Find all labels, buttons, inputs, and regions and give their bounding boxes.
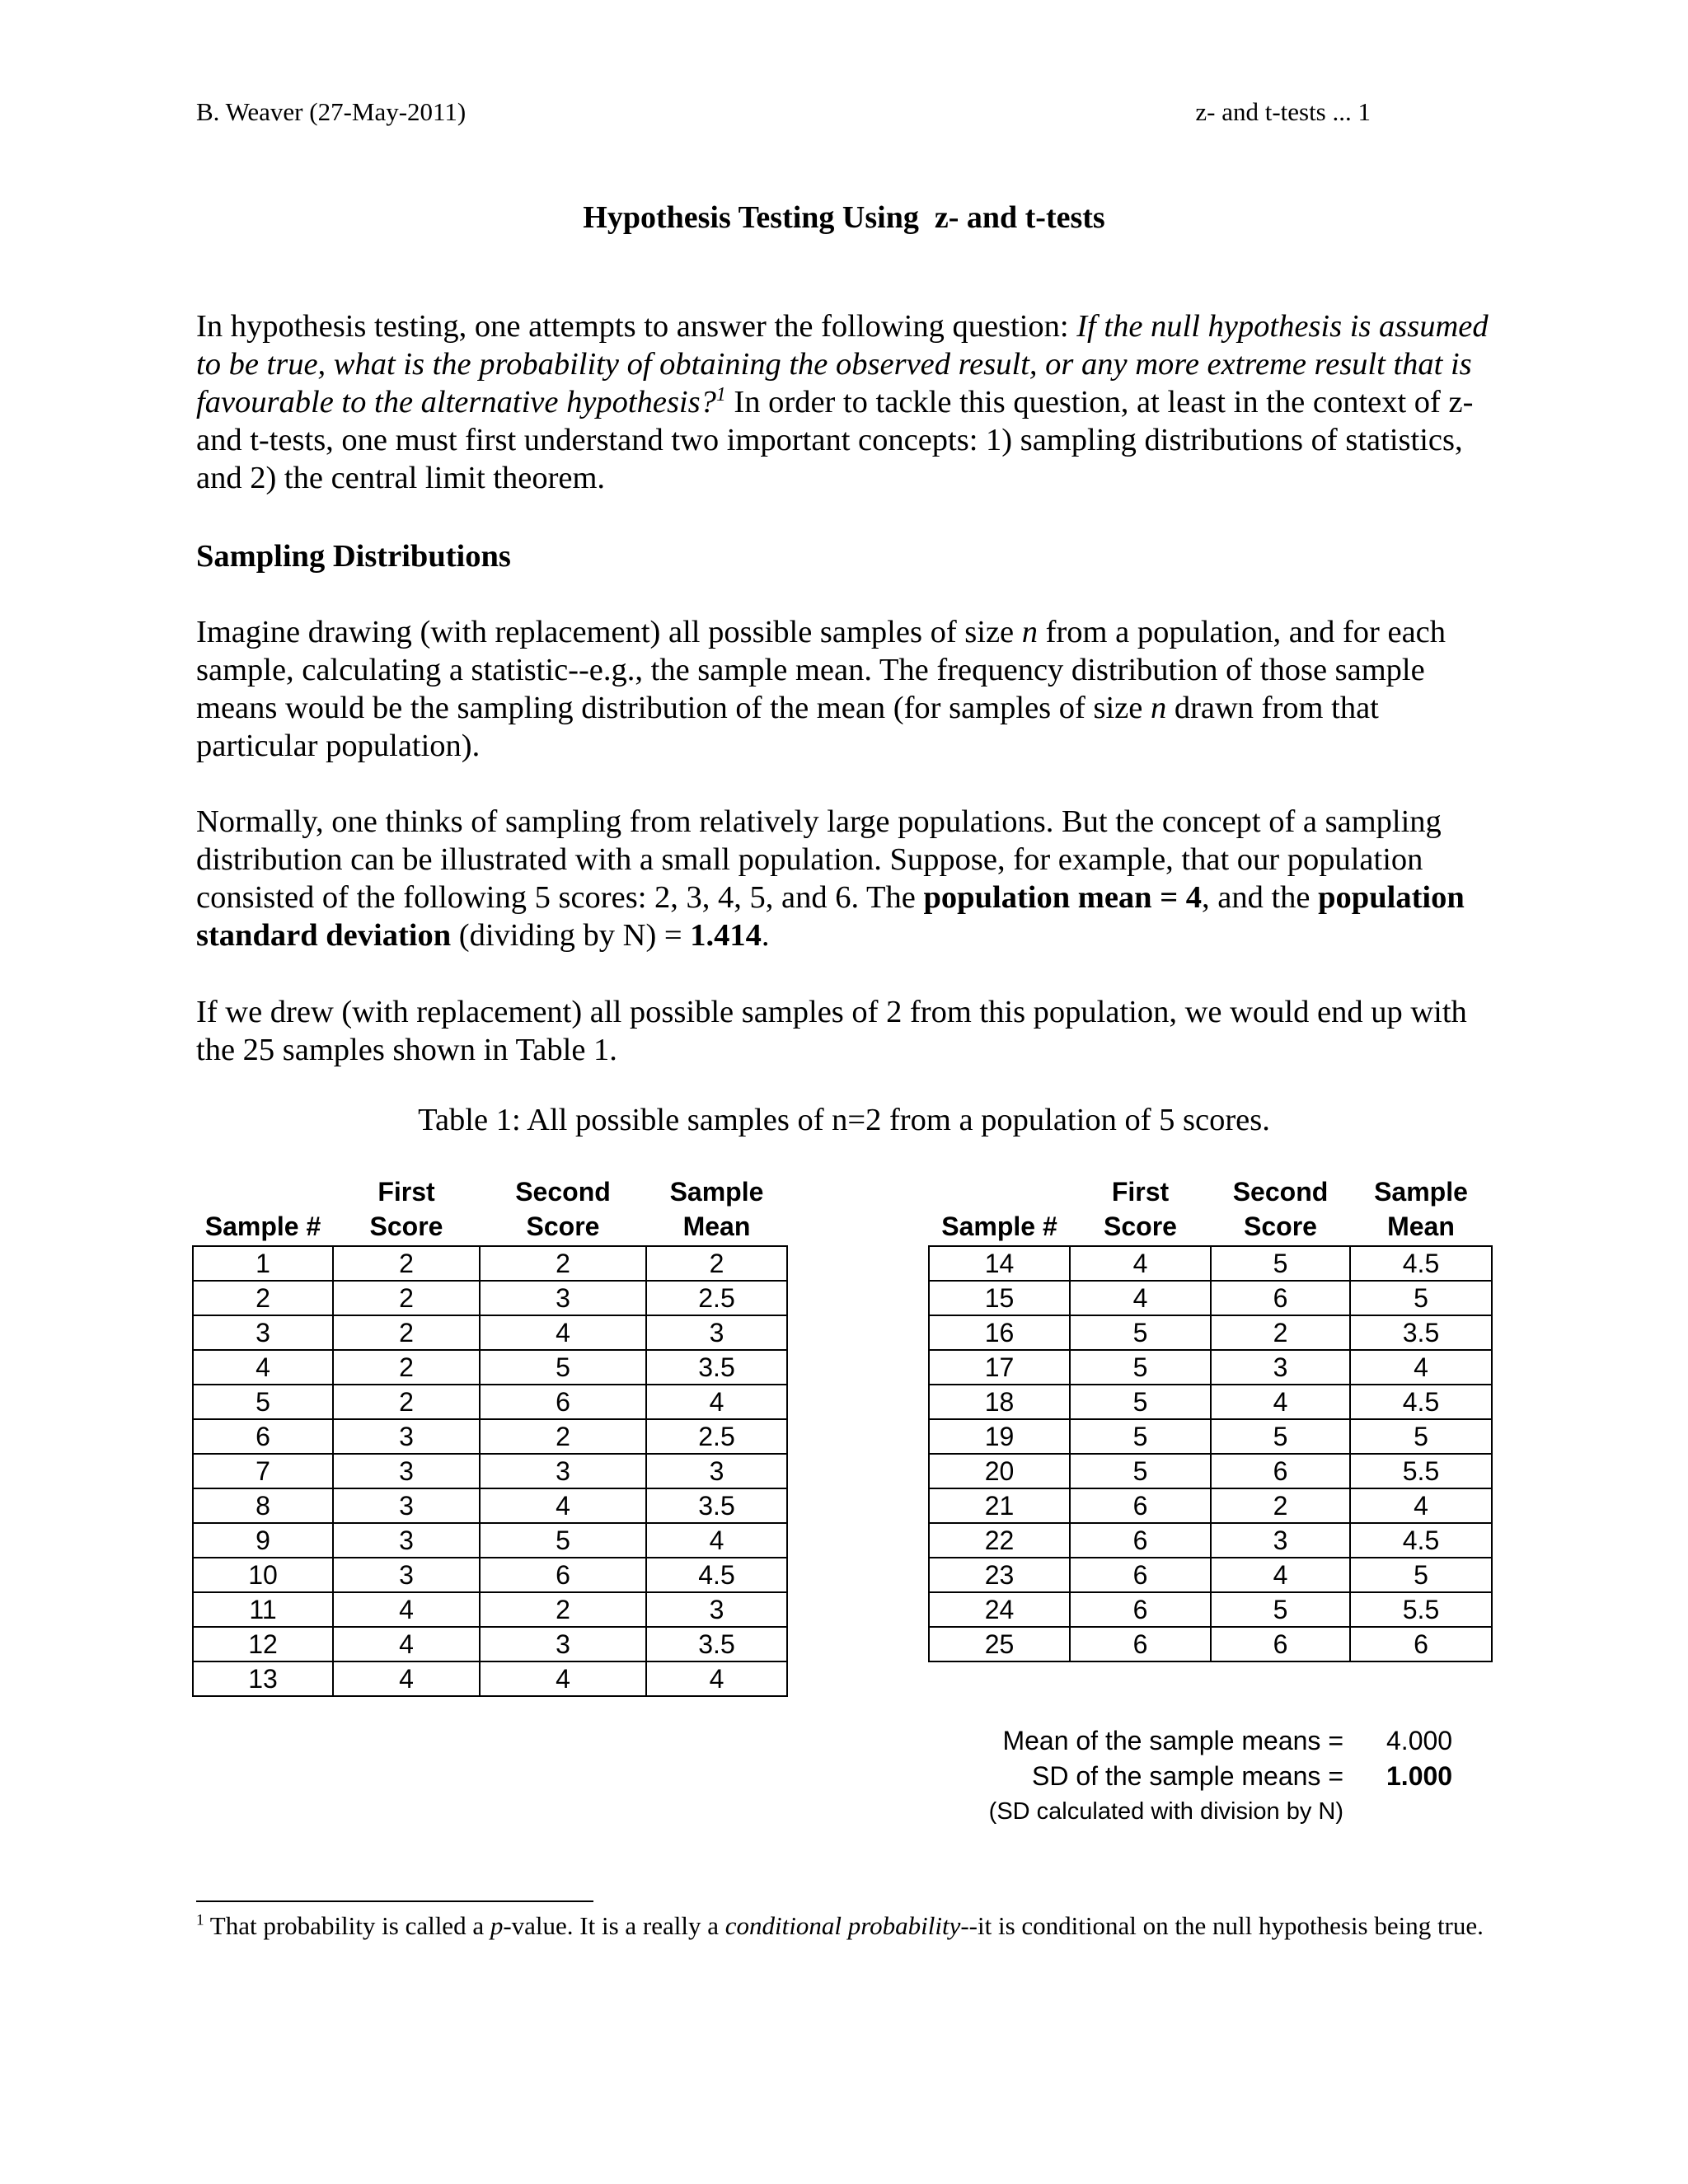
cell-sample-mean: 5 xyxy=(1350,1419,1492,1454)
cell-first-score: 6 xyxy=(1070,1592,1211,1627)
para3-text-3: (dividing by N) = xyxy=(451,918,691,953)
cell-sample-number: 13 xyxy=(193,1661,333,1696)
cell-sample-number: 25 xyxy=(929,1627,1070,1661)
cell-second-score: 6 xyxy=(480,1385,646,1419)
intro-paragraph xyxy=(196,307,1507,497)
table-header-row xyxy=(929,1174,1492,1246)
para3-text-1: Normally, one thinks of sampling from relatively large populations. But the concept of a sampling distribution can be illustrated with a small population. Suppose, for example, that our population consisted of the following 5 scores: 2, 3, 4, 5, and 6. The xyxy=(196,804,1442,915)
cell-first-score: 4 xyxy=(333,1627,480,1661)
table-row xyxy=(193,1488,787,1523)
sd-of-means-value: 1.000 xyxy=(1386,1761,1453,1791)
mean-of-means-value: 4.000 xyxy=(1386,1726,1453,1755)
cell-sample-number: 18 xyxy=(929,1385,1070,1419)
para2-text-3: drawn from that particular population). xyxy=(196,691,1379,763)
para3-text-2: , and the xyxy=(1202,880,1319,915)
intro-text-2: In order to tackle this question, at least in the context of z- and t-tests, one must first understand two important concepts: 1) sampling distributions of statistics, and 2) the central limit theorem. xyxy=(196,385,1474,495)
cell-sample-mean: 4.5 xyxy=(646,1558,787,1592)
cell-sample-mean: 3.5 xyxy=(1350,1315,1492,1350)
cell-sample-mean: 4.5 xyxy=(1350,1523,1492,1558)
cell-first-score: 5 xyxy=(1070,1419,1211,1454)
table-row xyxy=(929,1627,1492,1661)
sd-of-means-label: SD of the sample means = xyxy=(1032,1761,1343,1791)
table-body-left xyxy=(193,1246,787,1696)
cell-sample-mean: 2.5 xyxy=(646,1281,787,1315)
table-row xyxy=(193,1350,787,1385)
header-first-score: First Score xyxy=(1104,1177,1177,1241)
cell-first-score: 4 xyxy=(333,1592,480,1627)
table-row xyxy=(193,1454,787,1488)
cell-sample-mean: 2.5 xyxy=(646,1419,787,1454)
footnote-mark: 1 xyxy=(196,1911,204,1929)
cell-sample-number: 5 xyxy=(193,1385,333,1419)
cell-second-score: 4 xyxy=(1211,1385,1350,1419)
table-row xyxy=(929,1315,1492,1350)
cell-first-score: 2 xyxy=(333,1315,480,1350)
cell-sample-mean: 4.5 xyxy=(1350,1246,1492,1281)
cell-second-score: 3 xyxy=(1211,1523,1350,1558)
table-row xyxy=(193,1419,787,1454)
footnote-text-2: -value. It is a really a xyxy=(503,1911,725,1940)
table-row xyxy=(193,1592,787,1627)
cell-sample-mean: 3.5 xyxy=(646,1350,787,1385)
cell-second-score: 5 xyxy=(1211,1419,1350,1454)
footnote-p: p xyxy=(490,1911,504,1940)
cell-sample-number: 6 xyxy=(193,1419,333,1454)
table-header-row xyxy=(193,1174,787,1246)
cell-first-score: 5 xyxy=(1070,1385,1211,1419)
table-row xyxy=(193,1627,787,1661)
cell-second-score: 2 xyxy=(1211,1315,1350,1350)
table-row xyxy=(193,1558,787,1592)
table-row xyxy=(929,1523,1492,1558)
cell-first-score: 5 xyxy=(1070,1454,1211,1488)
sd-calculation-note: (SD calculated with division by N) xyxy=(988,1798,1343,1825)
cell-sample-mean: 5 xyxy=(1350,1281,1492,1315)
table-row xyxy=(929,1385,1492,1419)
cell-first-score: 6 xyxy=(1070,1627,1211,1661)
cell-sample-number: 14 xyxy=(929,1246,1070,1281)
footnote-divider xyxy=(196,1900,593,1902)
cell-sample-number: 20 xyxy=(929,1454,1070,1488)
cell-second-score: 6 xyxy=(1211,1454,1350,1488)
table-row xyxy=(929,1488,1492,1523)
cell-first-score: 4 xyxy=(1070,1246,1211,1281)
cell-second-score: 5 xyxy=(1211,1592,1350,1627)
cell-sample-mean: 5 xyxy=(1350,1558,1492,1592)
para2-n-2: n xyxy=(1150,691,1167,725)
cell-first-score: 6 xyxy=(1070,1558,1211,1592)
cell-sample-number: 10 xyxy=(193,1558,333,1592)
cell-first-score: 2 xyxy=(333,1350,480,1385)
cell-first-score: 3 xyxy=(333,1523,480,1558)
page-header-left: B. Weaver (27-May-2011) xyxy=(196,97,467,126)
table-row xyxy=(193,1281,787,1315)
cell-second-score: 6 xyxy=(1211,1627,1350,1661)
samples-table-right xyxy=(928,1174,1493,1662)
cell-second-score: 5 xyxy=(480,1523,646,1558)
table-row xyxy=(193,1661,787,1696)
paragraph-sampling xyxy=(196,613,1507,765)
population-mean: population mean = 4 xyxy=(923,880,1203,915)
para2-n-1: n xyxy=(1021,615,1039,649)
cell-sample-number: 16 xyxy=(929,1315,1070,1350)
cell-sample-mean: 5.5 xyxy=(1350,1454,1492,1488)
population-sd-value: 1.414 xyxy=(690,918,762,953)
table-caption: Table 1: All possible samples of n=2 from a population of 5 scores. xyxy=(418,1103,1270,1137)
cell-sample-number: 11 xyxy=(193,1592,333,1627)
footnote-text-1: That probability is called a xyxy=(204,1911,490,1940)
cell-sample-number: 22 xyxy=(929,1523,1070,1558)
cell-first-score: 4 xyxy=(1070,1281,1211,1315)
header-sample-number: Sample # xyxy=(204,1212,321,1241)
table-row xyxy=(929,1419,1492,1454)
cell-second-score: 3 xyxy=(480,1281,646,1315)
population-sd-label: population standard deviation xyxy=(196,880,1465,953)
cell-sample-number: 1 xyxy=(193,1246,333,1281)
table-row xyxy=(929,1454,1492,1488)
cell-second-score: 4 xyxy=(480,1661,646,1696)
para2-text-2: from a population, and for each sample, calculating a statistic--e.g., the sample mean. The frequency distribution of those sample means would be the sampling distribution of the mean (for samples of size xyxy=(196,615,1446,725)
cell-sample-number: 23 xyxy=(929,1558,1070,1592)
footnote-conditional: conditional probability xyxy=(724,1911,961,1940)
table-body-right xyxy=(929,1246,1492,1661)
cell-second-score: 2 xyxy=(480,1419,646,1454)
header-first-score: First Score xyxy=(369,1177,443,1241)
cell-second-score: 6 xyxy=(480,1558,646,1592)
table-row xyxy=(193,1246,787,1281)
cell-second-score: 2 xyxy=(1211,1488,1350,1523)
cell-sample-mean: 4 xyxy=(646,1661,787,1696)
cell-second-score: 2 xyxy=(480,1246,646,1281)
cell-first-score: 5 xyxy=(1070,1315,1211,1350)
cell-sample-mean: 3 xyxy=(646,1592,787,1627)
cell-sample-number: 9 xyxy=(193,1523,333,1558)
cell-first-score: 3 xyxy=(333,1558,480,1592)
document-title: Hypothesis Testing Using z- and t-tests xyxy=(583,200,1105,235)
table-row xyxy=(929,1592,1492,1627)
cell-second-score: 3 xyxy=(1211,1350,1350,1385)
header-sample-mean: Sample Mean xyxy=(1374,1177,1468,1241)
cell-second-score: 2 xyxy=(480,1592,646,1627)
samples-table-left xyxy=(192,1174,788,1697)
cell-sample-mean: 4 xyxy=(1350,1488,1492,1523)
cell-sample-mean: 3.5 xyxy=(646,1627,787,1661)
cell-sample-mean: 3 xyxy=(646,1454,787,1488)
cell-first-score: 2 xyxy=(333,1246,480,1281)
cell-sample-mean: 4 xyxy=(1350,1350,1492,1385)
cell-sample-number: 7 xyxy=(193,1454,333,1488)
table-row xyxy=(193,1385,787,1419)
cell-sample-number: 19 xyxy=(929,1419,1070,1454)
cell-first-score: 6 xyxy=(1070,1488,1211,1523)
cell-sample-number: 24 xyxy=(929,1592,1070,1627)
cell-sample-mean: 3 xyxy=(646,1315,787,1350)
table-row xyxy=(929,1350,1492,1385)
table-row xyxy=(929,1558,1492,1592)
cell-sample-mean: 6 xyxy=(1350,1627,1492,1661)
cell-first-score: 3 xyxy=(333,1488,480,1523)
cell-first-score: 2 xyxy=(333,1281,480,1315)
footnote-text-3: --it is conditional on the null hypothesis being true. xyxy=(960,1911,1484,1940)
table-row xyxy=(193,1315,787,1350)
cell-sample-number: 12 xyxy=(193,1627,333,1661)
table-row xyxy=(929,1281,1492,1315)
cell-second-score: 5 xyxy=(480,1350,646,1385)
intro-text-1: In hypothesis testing, one attempts to answer the following question: xyxy=(196,309,1077,344)
cell-first-score: 2 xyxy=(333,1385,480,1419)
cell-sample-number: 2 xyxy=(193,1281,333,1315)
cell-sample-mean: 4.5 xyxy=(1350,1385,1492,1419)
cell-sample-number: 3 xyxy=(193,1315,333,1350)
cell-second-score: 5 xyxy=(1211,1246,1350,1281)
header-sample-mean: Sample Mean xyxy=(669,1177,764,1241)
footnote-ref: 1 xyxy=(715,384,726,406)
paragraph-population xyxy=(196,803,1507,954)
paragraph-samples: If we drew (with replacement) all possible samples of 2 from this population, we would end up with the 25 samples shown in Table 1. xyxy=(196,995,1467,1067)
cell-second-score: 4 xyxy=(1211,1558,1350,1592)
header-second-score: Second Score xyxy=(515,1177,611,1241)
cell-second-score: 4 xyxy=(480,1488,646,1523)
cell-second-score: 3 xyxy=(480,1454,646,1488)
cell-second-score: 3 xyxy=(480,1627,646,1661)
para2-text-1: Imagine drawing (with replacement) all possible samples of size xyxy=(196,615,1022,649)
footnote xyxy=(196,1910,1507,1943)
cell-sample-number: 21 xyxy=(929,1488,1070,1523)
cell-sample-mean: 5.5 xyxy=(1350,1592,1492,1627)
cell-first-score: 3 xyxy=(333,1454,480,1488)
intro-question: If the null hypothesis is assumed to be true, what is the probability of obtaining the observed result, or any more extreme result that is favourable to the alternative hypothesis? xyxy=(196,309,1489,419)
section-heading: Sampling Distributions xyxy=(196,539,511,574)
header-sample-number: Sample # xyxy=(941,1212,1057,1241)
table-row xyxy=(193,1523,787,1558)
cell-sample-number: 4 xyxy=(193,1350,333,1385)
cell-sample-number: 8 xyxy=(193,1488,333,1523)
cell-first-score: 4 xyxy=(333,1661,480,1696)
cell-sample-number: 17 xyxy=(929,1350,1070,1385)
cell-second-score: 4 xyxy=(480,1315,646,1350)
table-row xyxy=(929,1246,1492,1281)
para3-text-4: . xyxy=(761,918,770,953)
cell-sample-mean: 4 xyxy=(646,1523,787,1558)
mean-of-means-label: Mean of the sample means = xyxy=(1002,1726,1343,1755)
header-second-score: Second Score xyxy=(1232,1177,1329,1241)
cell-sample-mean: 4 xyxy=(646,1385,787,1419)
cell-sample-mean: 3.5 xyxy=(646,1488,787,1523)
cell-first-score: 5 xyxy=(1070,1350,1211,1385)
cell-sample-number: 15 xyxy=(929,1281,1070,1315)
cell-first-score: 3 xyxy=(333,1419,480,1454)
cell-sample-mean: 2 xyxy=(646,1246,787,1281)
cell-second-score: 6 xyxy=(1211,1281,1350,1315)
page-header-right: z- and t-tests ... 1 xyxy=(1195,97,1371,126)
cell-first-score: 6 xyxy=(1070,1523,1211,1558)
